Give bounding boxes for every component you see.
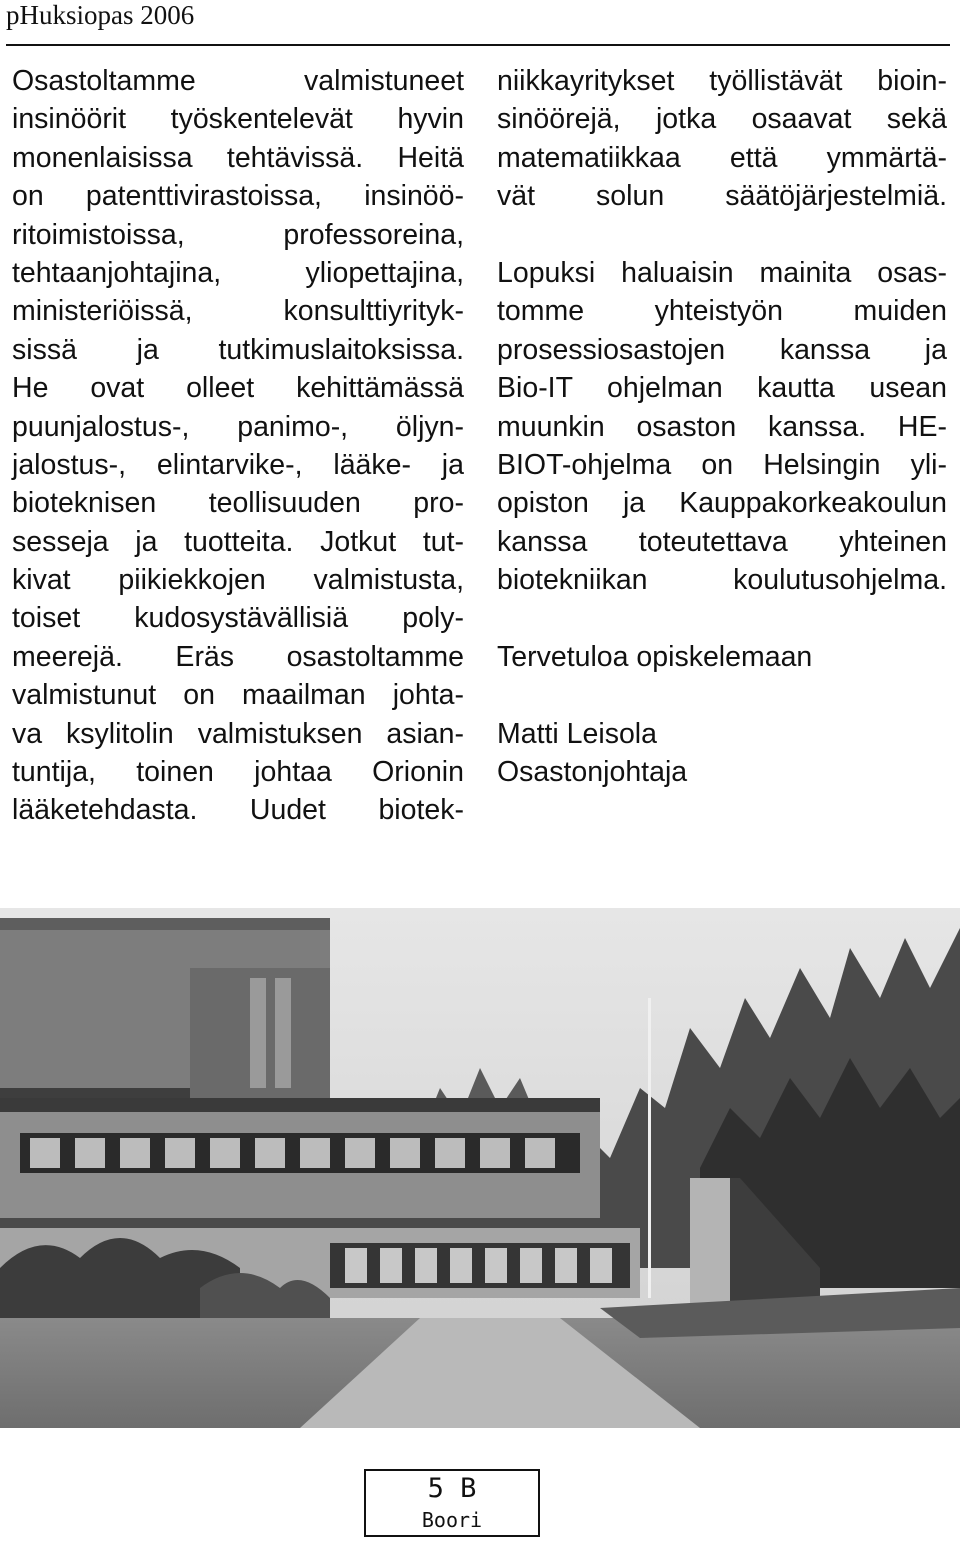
- element-number-symbol: 5 B: [427, 1473, 477, 1504]
- campus-building-photo: [0, 908, 960, 1428]
- text-line: sinöörejä, jotka osaavat sekä: [497, 103, 947, 136]
- text-line: kivat piikiekkojen valmistusta,: [12, 564, 464, 597]
- text-line: biotekniikan koulutusohjelma.: [497, 564, 947, 597]
- element-box: [364, 1469, 540, 1537]
- signature-title: Osastonjohtaja: [497, 756, 688, 789]
- text-line: tuntija, toinen johtaa Orionin: [12, 756, 464, 789]
- signature-name: Matti Leisola: [497, 717, 657, 750]
- text-line: lääketehdasta. Uudet biotek-: [12, 794, 464, 827]
- text-line: Lopuksi haluaisin mainita osas-: [497, 256, 947, 289]
- text-line: prosessiosastojen kanssa ja: [497, 333, 947, 366]
- text-line: Osastoltamme valmistuneet: [12, 65, 464, 97]
- text-line: bioteknisen teollisuuden pro-: [12, 487, 464, 520]
- text-line: vät solun säätöjärjestelmiä.: [497, 180, 947, 213]
- text-line: niikkayritykset työllistävät bioin-: [497, 65, 947, 97]
- page-header-title: pHuksiopas 2006: [6, 0, 195, 30]
- text-line: insinöörit työskentelevät hyvin: [12, 103, 464, 136]
- text-line: on patenttivirastoissa, insinöö-: [12, 180, 464, 213]
- text-line: sissä ja tutkimuslaitoksissa.: [12, 333, 464, 366]
- text-line: He ovat olleet kehittämässä: [12, 372, 464, 405]
- text-line: tomme yhteistyön muiden: [497, 295, 947, 328]
- text-line: puunjalostus-, panimo-, öljyn-: [12, 410, 464, 443]
- text-line: monenlaisissa tehtävissä. Heitä: [12, 141, 464, 174]
- text-line: tehtaanjohtajina, yliopettajina,: [12, 256, 464, 289]
- text-line: sesseja ja tuotteita. Jotkut tut-: [12, 525, 464, 558]
- text-line: meerejä. Eräs osastoltamme: [12, 640, 464, 673]
- header-divider: [6, 44, 950, 46]
- paragraph-gap: [497, 676, 947, 714]
- text-line: jalostus-, elintarvike-, lääke- ja: [12, 448, 464, 481]
- text-line: va ksylitolin valmistuksen asian-: [12, 717, 464, 750]
- text-line: valmistunut on maailman johta-: [12, 679, 464, 712]
- text-line: opiston ja Kauppakorkeakoulun: [497, 487, 947, 520]
- text-line: ritoimistoissa, professoreina,: [12, 218, 464, 251]
- text-line: BIOT-ohjelma on Helsingin yli-: [497, 448, 947, 481]
- text-line: Bio-IT ohjelman kautta usean: [497, 372, 947, 405]
- paragraph-gap: [497, 216, 947, 254]
- text-line: ministeriöissä, konsulttiyrityk-: [12, 295, 464, 328]
- left-text-column: [12, 62, 464, 830]
- right-text-column: [497, 62, 947, 791]
- text-line: muunkin osaston kanssa. HE-: [497, 410, 947, 443]
- text-line: toiset kudosystävällisiä poly-: [12, 602, 464, 635]
- element-name: Boori: [421, 1508, 483, 1532]
- text-line: kanssa toteutettava yhteinen: [497, 525, 947, 558]
- paragraph-gap: [497, 599, 947, 637]
- closing-line: Tervetuloa opiskelemaan: [497, 640, 813, 673]
- text-line: matematiikkaa että ymmärtä-: [497, 141, 947, 174]
